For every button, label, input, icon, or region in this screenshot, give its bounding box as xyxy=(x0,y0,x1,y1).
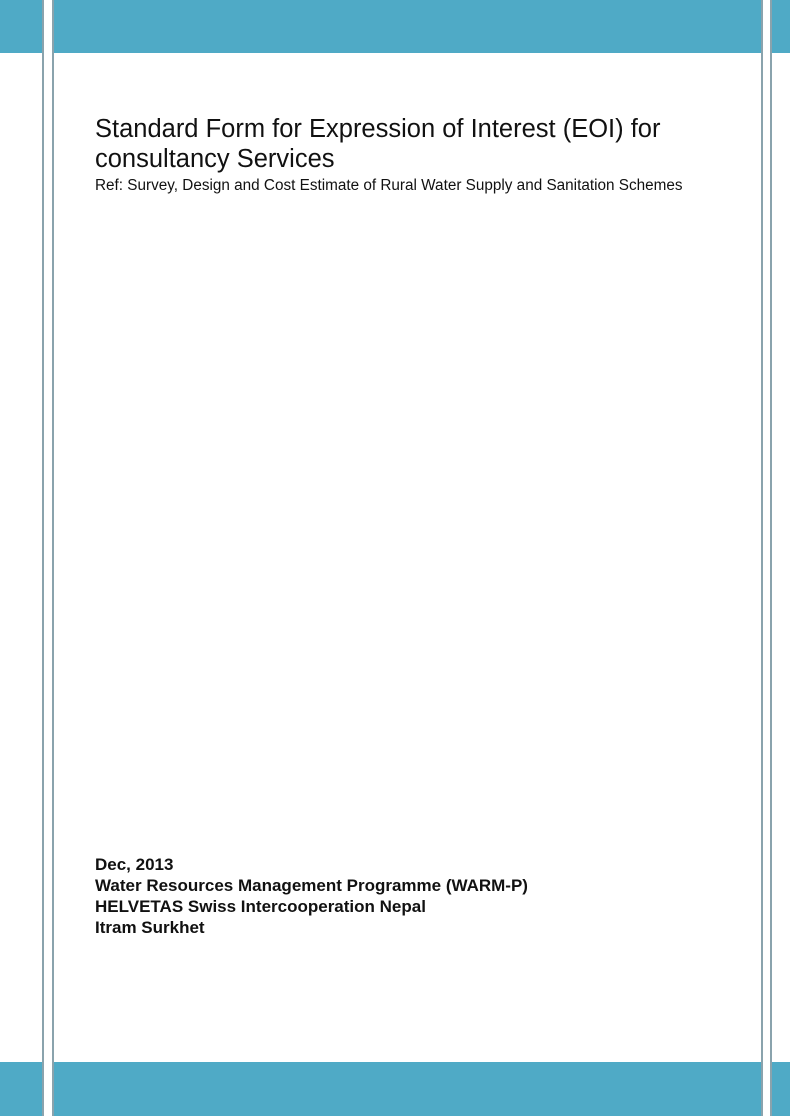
document-footer xyxy=(95,854,528,938)
document-title: Standard Form for Expression of Interest (EOI) for consultancy Services xyxy=(95,115,661,173)
footer-date: Dec, 2013 xyxy=(95,855,174,874)
document-subtitle: Ref: Survey, Design and Cost Estimate of Rural Water Supply and Sanitation Schemes xyxy=(95,177,683,194)
top-band-left xyxy=(0,0,42,53)
footer-location: Itram Surkhet xyxy=(95,918,205,937)
border-line-right-inner xyxy=(761,0,763,1116)
bottom-band-left xyxy=(0,1062,42,1116)
border-line-left-outer xyxy=(42,0,44,1116)
border-line-left-inner xyxy=(52,0,54,1116)
bottom-band-right xyxy=(772,1062,790,1116)
bottom-band-main xyxy=(54,1062,761,1116)
top-band-right xyxy=(772,0,790,53)
border-line-right-outer xyxy=(770,0,772,1116)
top-band-main xyxy=(54,0,761,53)
footer-programme: Water Resources Management Programme (WARM-P) xyxy=(95,876,528,895)
footer-organization: HELVETAS Swiss Intercooperation Nepal xyxy=(95,897,426,916)
